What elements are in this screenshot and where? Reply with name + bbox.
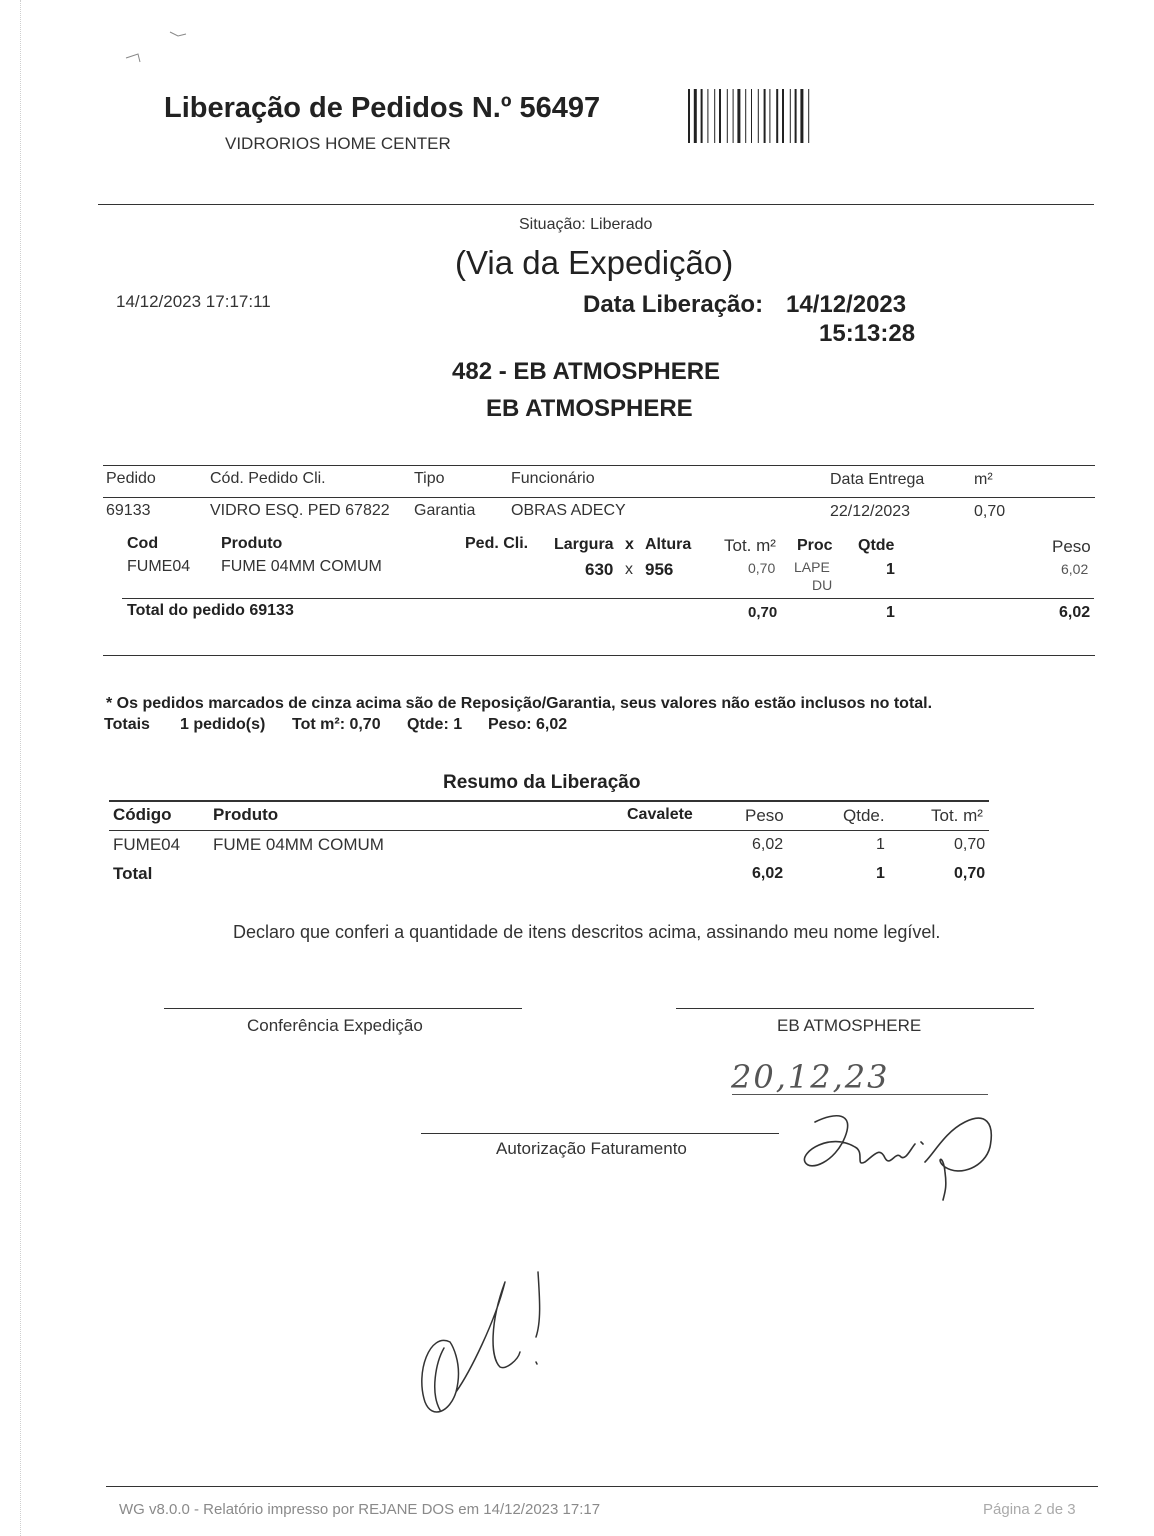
col-funcionario: Funcionário [511,470,595,487]
item-proc-line2: DU [812,577,833,593]
col-data-entrega: Data Entrega [830,471,925,488]
summary-col-codigo: Código [113,805,172,824]
item-tot-m2: 0,70 [748,560,776,576]
order-total-m2: 0,70 [748,604,778,621]
totals-orders: 1 pedido(s) [180,716,266,733]
grey-orders-note: * Os pedidos marcados de cinza acima são de Reposição/Garantia, seus valores não estão inclusos no total. [106,695,933,712]
item-col-tot-m2: Tot. m² [724,536,776,555]
totals-peso: Peso: 6,02 [488,716,568,733]
summary-col-peso: Peso [745,806,784,825]
footer-report-info: WG v8.0.0 - Relatório impresso por REJANE DOS em 14/12/2023 17:17 [119,1501,601,1518]
barcode-bar [737,89,740,143]
orders-table-bottom-line [103,655,1095,656]
item-x: x [625,561,633,578]
scan-edge-line [20,0,21,1536]
barcode-bar [769,89,770,143]
summary-total-label: Total [113,864,153,883]
item-col-cod: Cod [127,535,159,552]
scan-mark [120,24,200,68]
item-col-qtde: Qtde [858,537,895,554]
item-produto: FUME 04MM COMUM [221,558,382,575]
barcode-bar [800,89,803,143]
order-total-line [122,598,1094,599]
item-proc-line1: LAPE [794,559,830,575]
barcode-bar [707,89,708,143]
footer-page-number: Página 2 de 3 [983,1501,1076,1518]
summary-title: Resumo da Liberação [443,772,641,793]
order-m2: 0,70 [974,503,1006,520]
item-cod: FUME04 [127,558,191,575]
handwritten-initials [410,1262,550,1422]
order-number: 69133 [106,502,151,519]
summary-codigo: FUME04 [113,835,181,854]
summary-total-peso: 6,02 [752,865,784,882]
order-type: Garantia [414,502,476,519]
order-total-peso: 6,02 [1059,604,1091,621]
item-col-largura: Largura [554,536,614,553]
barcode-bar [758,89,759,143]
barcode-bar [795,89,797,143]
barcode-bar [733,89,734,143]
item-peso: 6,02 [1061,561,1089,577]
col-m2: m² [974,471,993,488]
item-col-ped-cli: Ped. Cli. [465,535,529,552]
order-delivery-date: 22/12/2023 [830,503,911,520]
summary-col-cavalete: Cavalete [627,806,693,823]
barcode-bar [751,89,752,143]
barcode-bar [694,89,697,143]
item-col-proc: Proc [797,537,833,554]
handwritten-signature [795,1092,1005,1202]
barcode-bar [808,89,809,143]
barcode-bar [714,89,715,143]
order-client-code: VIDRO ESQ. PED 67822 [210,502,390,519]
summary-col-tot-m2: Tot. m² [931,806,983,825]
order-total-label: Total do pedido 69133 [127,602,294,619]
item-col-altura: Altura [645,536,692,553]
status-text: Situação: Liberado [519,216,653,233]
col-cod-pedido-cli: Cód. Pedido Cli. [210,470,326,487]
col-tipo: Tipo [414,470,445,487]
summary-total-tot-m2: 0,70 [954,865,986,882]
orders-header-line [103,497,1095,498]
signature-line-center [421,1133,779,1134]
company-name: VIDRORIOS HOME CENTER [225,134,451,153]
totals-m2: Tot m²: 0,70 [292,716,381,733]
barcode-bar [688,89,690,143]
document-title: Liberação de Pedidos N.º 56497 [164,92,601,124]
signature-line-right [676,1008,1034,1009]
barcode [688,89,866,143]
client-code-name: 482 - EB ATMOSPHERE [452,358,721,385]
client-name: EB ATMOSPHERE [486,395,693,422]
signature-label-conferencia: Conferência Expedição [247,1016,423,1035]
release-time: 15:13:28 [819,320,916,347]
barcode-bar [701,89,703,143]
item-col-x: x [625,536,634,553]
header-divider [98,204,1094,205]
barcode-bar [790,89,791,143]
barcode-bar [727,89,728,143]
handwritten-date: 20,12,23 [731,1058,890,1096]
col-pedido: Pedido [106,470,156,487]
printed-datetime: 14/12/2023 17:17:11 [116,292,271,311]
summary-col-produto: Produto [213,805,279,824]
summary-produto: FUME 04MM COMUM [213,835,384,854]
summary-top-line [109,800,989,802]
summary-header-line [109,830,989,831]
summary-tot-m2: 0,70 [954,836,986,853]
barcode-bar [764,89,766,143]
footer-line [106,1486,1098,1487]
barcode-bar [776,89,778,143]
barcode-bar [782,89,784,143]
declaration-text: Declaro que conferi a quantidade de itens descritos acima, assinando meu nome legível. [233,922,941,942]
orders-table-top-line [103,465,1095,466]
item-col-peso: Peso [1052,537,1091,556]
signature-line-left [164,1008,522,1009]
item-altura: 956 [645,560,674,579]
order-employee: OBRAS ADECY [511,502,626,519]
release-date: 14/12/2023 [786,291,907,318]
totals-label: Totais [104,716,150,733]
signature-label-autorizacao: Autorização Faturamento [496,1139,687,1158]
totals-qtde: Qtde: 1 [407,716,463,733]
barcode-bar [719,89,721,143]
summary-peso: 6,02 [752,836,784,853]
item-largura: 630 [585,560,614,579]
signature-label-client: EB ATMOSPHERE [777,1016,922,1035]
item-col-produto: Produto [221,535,283,552]
order-total-qtde: 1 [886,604,895,621]
summary-total-qtde: 1 [876,865,885,882]
item-qtde: 1 [886,561,895,578]
summary-col-qtde: Qtde. [843,806,885,825]
release-label: Data Liberação: [583,291,764,318]
summary-qtde: 1 [876,836,885,853]
via-title: (Via da Expedição) [455,244,734,281]
barcode-bar [745,89,746,143]
